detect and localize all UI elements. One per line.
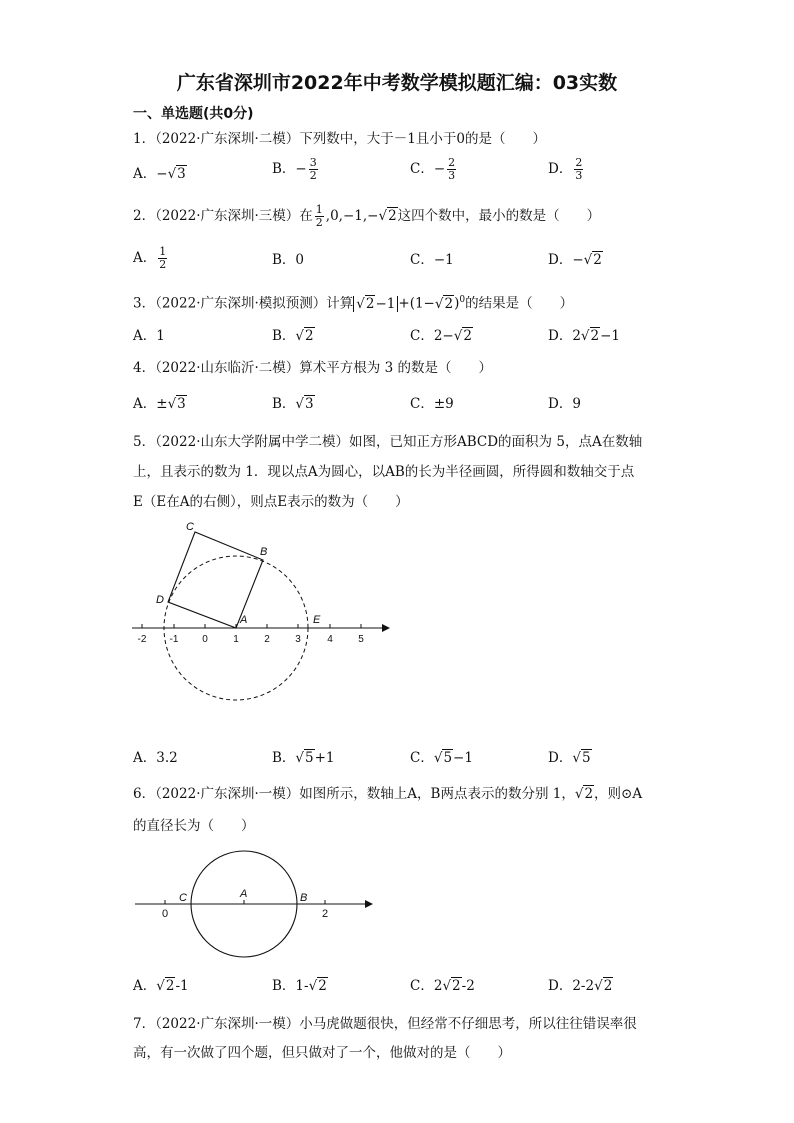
axis-arrow bbox=[382, 624, 390, 632]
radicand: 3 bbox=[177, 166, 186, 182]
option-letter: A． bbox=[133, 978, 157, 994]
point-label-c: C bbox=[179, 892, 187, 904]
q5-option-d bbox=[548, 747, 592, 769]
option-letter: C． bbox=[410, 978, 434, 994]
fraction bbox=[309, 157, 318, 182]
radicand: 2 bbox=[444, 295, 454, 312]
option-prefix: 2 bbox=[572, 328, 581, 344]
q6-figure bbox=[125, 845, 385, 960]
option-letter: C． bbox=[410, 396, 434, 412]
radicand: 5 bbox=[305, 750, 314, 766]
sqrt-expression: √2 bbox=[583, 252, 602, 268]
option-suffix: −1 bbox=[453, 750, 473, 766]
q1-option-a bbox=[133, 163, 187, 185]
radicand: 2 bbox=[452, 978, 461, 994]
radicand: 5 bbox=[581, 750, 591, 766]
q2-option-a bbox=[133, 246, 169, 271]
axis-arrow bbox=[365, 900, 373, 908]
option-letter: D． bbox=[548, 252, 573, 268]
sqrt-expression: √2 bbox=[580, 328, 600, 344]
q1-option-b bbox=[272, 157, 320, 182]
option-prefix: − bbox=[572, 252, 584, 268]
point-label-a: A bbox=[240, 888, 248, 900]
question-5-line-3: E（E在A的右侧），则点E表示的数为（ ） bbox=[133, 494, 409, 510]
sqrt-expression: √5 bbox=[572, 750, 591, 766]
tick-label: 2 bbox=[264, 634, 270, 645]
option-letter: A． bbox=[133, 750, 157, 766]
option-value: 3.2 bbox=[156, 750, 178, 766]
denominator: 2 bbox=[159, 258, 167, 271]
option-letter: A． bbox=[133, 166, 157, 182]
radicand: 2 bbox=[593, 252, 602, 268]
option-prefix: − bbox=[156, 166, 168, 182]
option-letter: C． bbox=[410, 252, 434, 268]
point-label-e: E bbox=[313, 614, 321, 626]
option-prefix: ± bbox=[156, 396, 168, 412]
radicand: 3 bbox=[177, 396, 186, 412]
tick-label: 1 bbox=[233, 634, 239, 645]
sqrt-expression: √2 bbox=[308, 978, 327, 994]
section-heading: 一、单选题(共0分) bbox=[133, 106, 254, 122]
paren-close: ) bbox=[454, 295, 460, 312]
option-letter: B． bbox=[272, 252, 296, 268]
square-abcd bbox=[168, 532, 263, 628]
sqrt-expression: √5 bbox=[295, 750, 314, 766]
radicand: 2 bbox=[305, 328, 314, 344]
option-suffix: -2 bbox=[461, 978, 475, 994]
q3-option-b bbox=[272, 325, 315, 347]
question-7-line-1: 7．（2022·广东深圳·一模）小马虎做题很快，但经常不仔细思考，所以往往错误率很 bbox=[133, 1016, 637, 1032]
absolute-value bbox=[353, 296, 398, 312]
q2-option-d bbox=[548, 249, 603, 271]
q5-option-a bbox=[133, 747, 178, 769]
option-letter: B． bbox=[272, 396, 296, 412]
numerator: 1 bbox=[315, 203, 323, 216]
radicand: 5 bbox=[443, 750, 453, 766]
stem-numbers: ,0,−1,− bbox=[325, 208, 379, 224]
q4-option-b bbox=[272, 393, 315, 415]
radicand: 2 bbox=[584, 786, 594, 802]
radicand: 2 bbox=[590, 328, 600, 344]
option-letter: C． bbox=[410, 328, 434, 344]
point-label-b: B bbox=[300, 892, 308, 904]
stem-text: 6．（2022·广东深圳·一模）如图所示，数轴上A，B两点表示的数分别 1， bbox=[133, 786, 575, 802]
q2-option-b bbox=[272, 249, 304, 271]
q1-option-c bbox=[410, 157, 458, 182]
q3-option-d bbox=[548, 325, 620, 347]
option-suffix: −1 bbox=[600, 328, 621, 344]
option-letter: D． bbox=[548, 161, 573, 177]
exponent: 0 bbox=[459, 295, 466, 305]
radicand: 2 bbox=[165, 978, 175, 994]
tick-label: 0 bbox=[162, 908, 169, 920]
numerator: 1 bbox=[159, 245, 167, 258]
fraction bbox=[447, 157, 456, 182]
q6-option-c bbox=[410, 975, 475, 997]
q4-option-a bbox=[133, 393, 187, 415]
numerator: 3 bbox=[309, 156, 317, 169]
option-prefix: − bbox=[295, 161, 307, 177]
sqrt-expression: √2 bbox=[295, 328, 314, 344]
sqrt-expression: √2 bbox=[442, 978, 461, 994]
denominator: 2 bbox=[315, 216, 323, 229]
q4-option-d bbox=[548, 393, 581, 415]
q3-option-c bbox=[410, 325, 473, 347]
numerator: 2 bbox=[575, 156, 583, 169]
q5-figure bbox=[120, 515, 400, 720]
option-value: 0 bbox=[295, 252, 305, 268]
option-letter: C． bbox=[410, 161, 434, 177]
option-prefix: 2− bbox=[433, 328, 454, 344]
option-value: −1 bbox=[433, 252, 454, 268]
radicand: 2 bbox=[318, 978, 327, 994]
sqrt-expression: √3 bbox=[167, 166, 186, 182]
vertex-label-c: C bbox=[186, 521, 194, 533]
radicand: 2 bbox=[463, 328, 472, 344]
q5-option-b bbox=[272, 747, 335, 769]
sqrt-expression: √3 bbox=[167, 396, 186, 412]
q3-option-a bbox=[133, 325, 165, 347]
sqrt-expression: √2 bbox=[453, 328, 472, 344]
tick-label: -2 bbox=[137, 634, 147, 645]
q4-option-c bbox=[410, 393, 454, 415]
stem-text: 2．（2022·广东深圳·三模）在 bbox=[133, 208, 313, 224]
fraction bbox=[315, 204, 324, 229]
denominator: 3 bbox=[575, 169, 583, 182]
stem-text: 的结果是（ ） bbox=[465, 295, 574, 312]
radicand: 2 bbox=[365, 295, 375, 312]
vertex-label-a: A bbox=[240, 614, 248, 626]
option-letter: A． bbox=[133, 250, 157, 266]
q2-option-c bbox=[410, 249, 454, 271]
stem-expression: +(1− bbox=[398, 295, 435, 312]
sqrt-expression: √2 bbox=[434, 295, 454, 312]
option-letter: B． bbox=[272, 161, 296, 177]
tick-label: 0 bbox=[202, 634, 208, 645]
question-5-line-1: 5．（2022·山东大学附属中学二模）如图，已知正方形ABCD的面积为 5，点A在数轴 bbox=[133, 434, 643, 450]
option-letter: A． bbox=[133, 396, 157, 412]
stem-text: ，则⊙A bbox=[594, 786, 643, 802]
question-7-line-2: 高，有一次做了四个题，但只做对了一个，他做对的是（ ） bbox=[133, 1045, 511, 1061]
option-value: ±9 bbox=[433, 396, 454, 412]
question-6-line-2: 的直径长为（ ） bbox=[133, 818, 255, 834]
option-letter: D． bbox=[548, 750, 573, 766]
option-prefix: 1- bbox=[295, 978, 309, 994]
q1-option-d bbox=[548, 157, 585, 182]
denominator: 2 bbox=[309, 169, 317, 182]
option-letter: A． bbox=[133, 328, 157, 344]
q5-option-c bbox=[410, 747, 473, 769]
option-value: 9 bbox=[572, 396, 581, 412]
question-3-stem bbox=[133, 290, 573, 314]
question-4-stem: 4．（2022·山东临沂·二模）算术平方根为 3 的数是（ ） bbox=[133, 360, 492, 376]
option-prefix: 2-2 bbox=[572, 978, 595, 994]
option-letter: D． bbox=[548, 328, 573, 344]
question-2-stem bbox=[133, 204, 600, 229]
tick-label: -1 bbox=[169, 634, 179, 645]
radicand: 3 bbox=[305, 396, 314, 412]
q6-option-b bbox=[272, 975, 328, 997]
tick-label: 4 bbox=[327, 634, 333, 645]
stem-text: 3．（2022·广东深圳·模拟预测）计算 bbox=[133, 295, 354, 312]
q6-option-a bbox=[133, 975, 189, 997]
option-prefix: − bbox=[433, 161, 446, 177]
stem-text: 这四个数中，最小的数是（ ） bbox=[397, 208, 601, 224]
sqrt-expression: √2 bbox=[594, 978, 613, 994]
option-letter: B． bbox=[272, 750, 296, 766]
tick-label: 2 bbox=[322, 908, 329, 920]
sqrt-expression: √2 bbox=[378, 208, 397, 224]
sqrt-expression: √3 bbox=[295, 396, 314, 412]
option-value: 1 bbox=[156, 328, 165, 344]
vertex-label-d: D bbox=[156, 594, 164, 606]
document-title: 广东省深圳市2022年中考数学模拟题汇编：03实数 bbox=[176, 72, 618, 94]
tick-label: 3 bbox=[295, 634, 301, 645]
option-prefix: 2 bbox=[433, 978, 443, 994]
sqrt-expression: √2 bbox=[574, 786, 594, 802]
tick-label: 5 bbox=[358, 634, 364, 645]
sqrt-expression: √2 bbox=[156, 978, 175, 994]
radicand: 2 bbox=[603, 978, 613, 994]
option-suffix: -1 bbox=[175, 978, 189, 994]
q6-option-d bbox=[548, 975, 613, 997]
radicand: 2 bbox=[388, 208, 397, 224]
option-suffix: +1 bbox=[314, 750, 335, 766]
question-1-stem: 1．（2022·广东深圳·二模）下列数中，大于－1且小于0的是（ ） bbox=[133, 131, 546, 147]
question-5-line-2: 上，且表示的数为 1．现以点A为圆心，以AB的长为半径画圆，所得圆和数轴交于点 bbox=[133, 464, 635, 480]
option-letter: D． bbox=[548, 978, 573, 994]
fraction bbox=[574, 157, 583, 182]
fraction bbox=[158, 246, 167, 271]
option-letter: C． bbox=[410, 750, 434, 766]
sqrt-expression: √2 bbox=[356, 295, 375, 312]
option-letter: B． bbox=[272, 328, 296, 344]
option-letter: D． bbox=[548, 396, 573, 412]
abs-rest: −1 bbox=[375, 295, 396, 312]
numerator: 2 bbox=[448, 156, 456, 169]
vertex-label-b: B bbox=[260, 546, 268, 558]
question-6-line-1 bbox=[133, 784, 642, 804]
option-letter: B． bbox=[272, 978, 296, 994]
sqrt-expression: √5 bbox=[433, 750, 453, 766]
denominator: 3 bbox=[448, 169, 456, 182]
